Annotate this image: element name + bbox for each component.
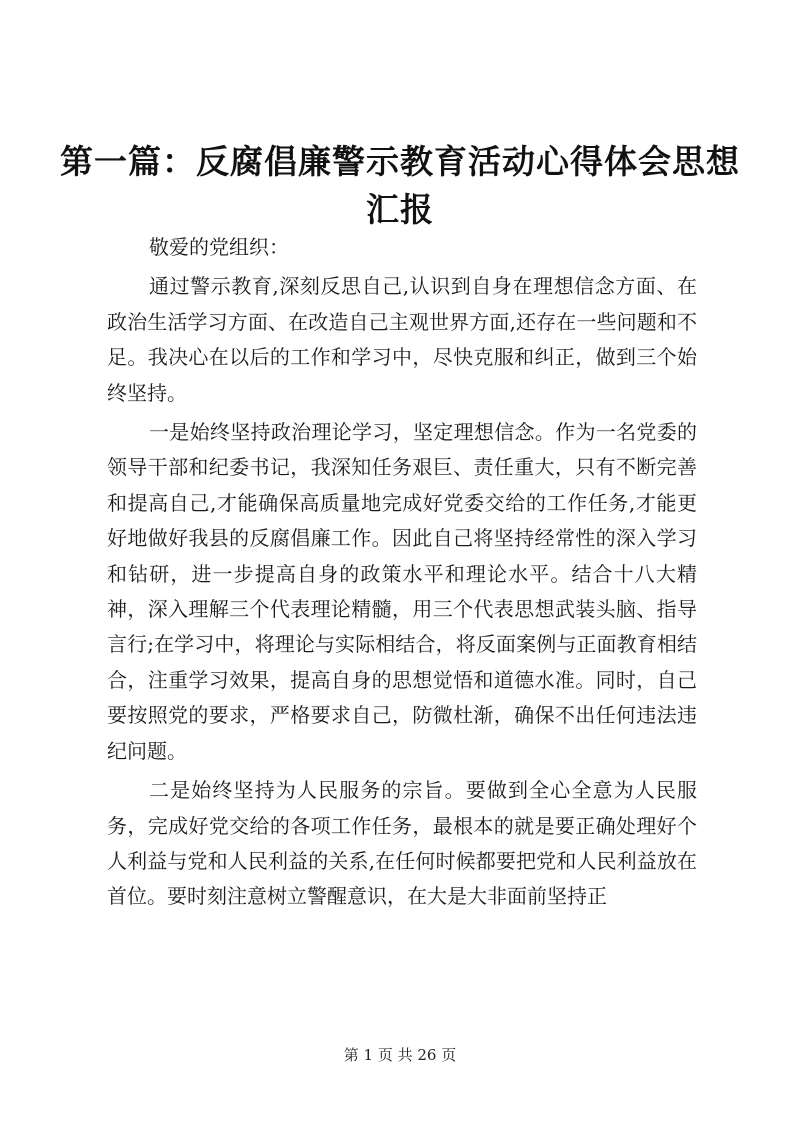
page-footer: 第 1 页 共 26 页 [343, 1046, 457, 1064]
document-title: 第一篇：反腐倡廉警示教育活动心得体会思想汇报 [60, 142, 740, 229]
document-body [107, 230, 697, 919]
paragraph: 通过警示教育,深刻反思自己,认识到自身在理想信念方面、在政治生活学习方面、在改造自己主观世界方面,还存在一些问题和不足。我决心在以后的工作和学习中，尽快克服和纠正，做到三个始终坚持。 [107, 274, 697, 405]
paragraph: 一是始终坚持政治理论学习，坚定理想信念。作为一名党委的领导干部和纪委书记，我深知任务艰巨、责任重大，只有不断完善和提高自己,才能确保高质量地完成好党委交给的工作任务,才能更好地做好我县的反腐倡廉工作。因此自己将坚持经常性的深入学习和钻研，进一步提高自身的政策水平和理论水平。结合十八大精神，深入理解三个代表理论精髓，用三个代表思想武装头脑、指导言行;在学习中，将理论与实际相结合，将反面案例与正面教育相结合，注重学习效果，提高自身的思想觉悟和道德水准。同时，自己要按照党的要求，严格要求自己，防微杜渐，确保不出任何违法违纪问题。 [107, 420, 697, 763]
paragraph: 二是始终坚持为人民服务的宗旨。要做到全心全意为人民服务，完成好党交给的各项工作任务，最根本的就是要正确处理好个人利益与党和人民利益的关系,在任何时候都要把党和人民利益放在首位。要时刻注意树立警醒意识，在大是大非面前坚持正 [107, 778, 697, 909]
salutation: 敬爱的党组织： [149, 235, 289, 259]
